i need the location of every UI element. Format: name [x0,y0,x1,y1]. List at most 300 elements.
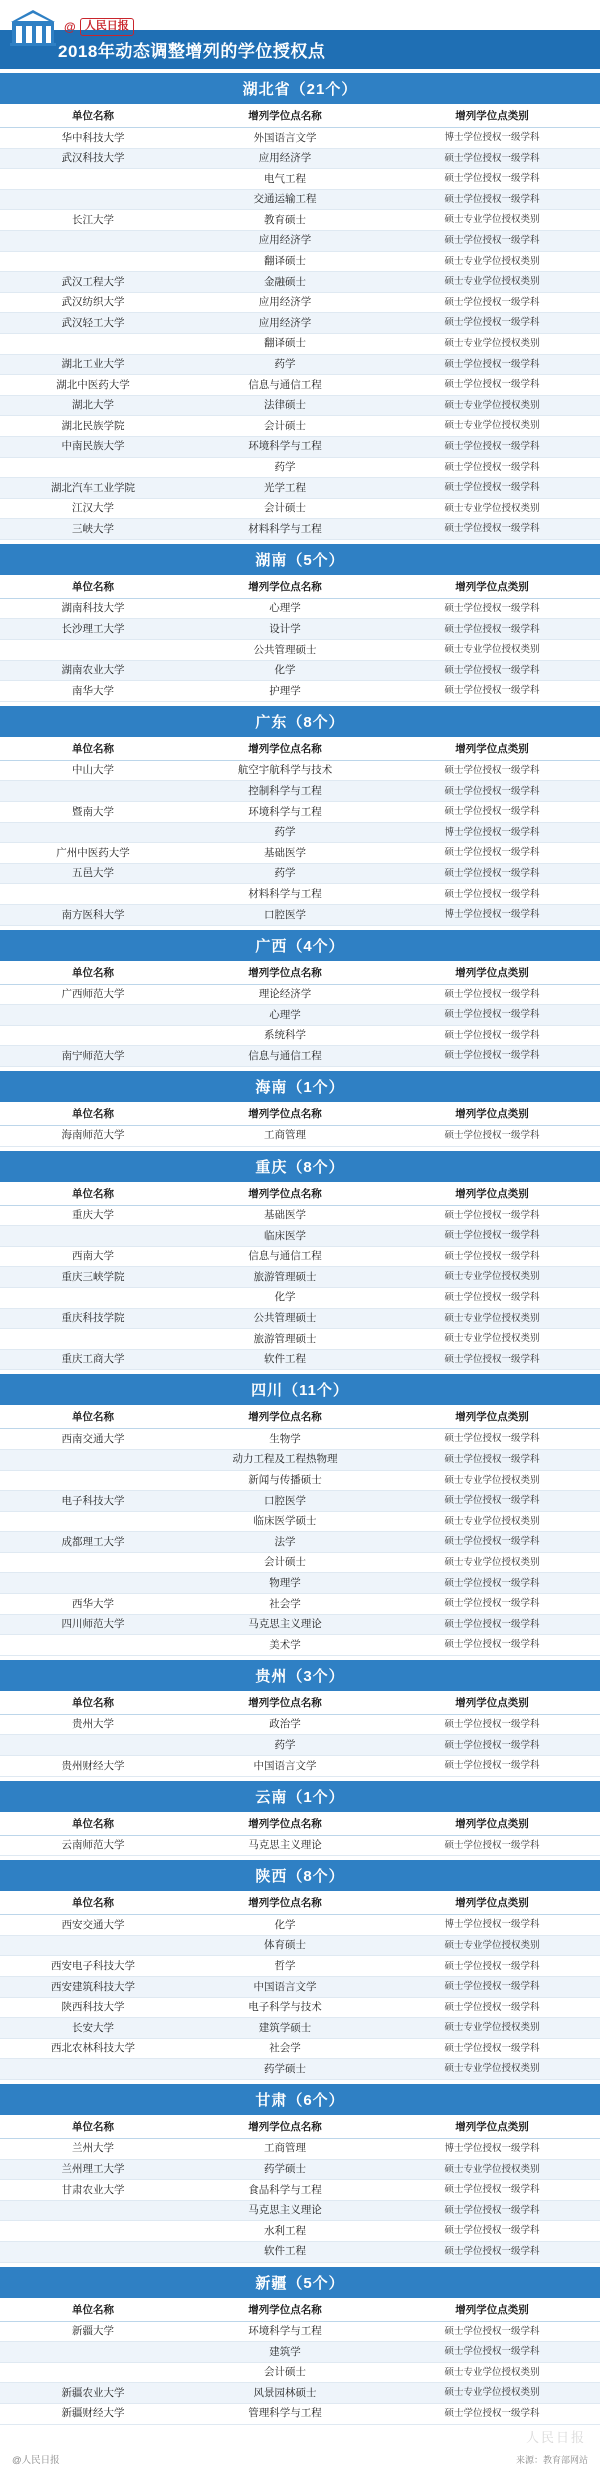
cell-type: 硕士学位授权一级学科 [384,2342,600,2363]
cell-unit: 成都理工大学 [0,1532,186,1553]
column-header-type: 增列学位点类别 [384,1812,600,1836]
table-row [0,2138,600,2159]
cell-unit [0,822,186,843]
column-header-name: 增列学位点名称 [186,104,384,128]
cell-name: 建筑学硕士 [186,2018,384,2039]
cell-name: 应用经济学 [186,292,384,313]
cell-type: 硕士学位授权一级学科 [384,984,600,1005]
table-row [0,457,600,478]
province-header: 四川（11个） [0,1374,600,1405]
cell-type: 硕士学位授权一级学科 [384,1573,600,1594]
table-row [0,2403,600,2424]
cell-unit [0,1287,186,1308]
cell-unit: 陕西科技大学 [0,1997,186,2018]
cell-unit: 湖北民族学院 [0,416,186,437]
cell-name: 临床医学硕士 [186,1511,384,1532]
cell-name: 口腔医学 [186,1491,384,1512]
cell-unit [0,2200,186,2221]
cell-name: 设计学 [186,619,384,640]
cell-name: 药学 [186,354,384,375]
cell-unit [0,1025,186,1046]
cell-type: 硕士学位授权一级学科 [384,760,600,781]
column-header-name: 增列学位点名称 [186,1102,384,1126]
column-header-name: 增列学位点名称 [186,2298,384,2322]
cell-unit: 贵州大学 [0,1714,186,1735]
table-row [0,1491,600,1512]
cell-name: 会计硕士 [186,2362,384,2383]
table-row [0,760,600,781]
cell-unit: 西安电子科技大学 [0,1956,186,1977]
cell-unit [0,781,186,802]
cell-type: 硕士专业学位授权类别 [384,333,600,354]
cell-unit [0,251,186,272]
table-row [0,313,600,334]
cell-unit: 重庆工商大学 [0,1349,186,1370]
cell-type: 硕士专业学位授权类别 [384,1470,600,1491]
cell-unit: 西南交通大学 [0,1429,186,1450]
cell-type: 硕士学位授权一级学科 [384,189,600,210]
cell-name: 药学硕士 [186,2059,384,2080]
cell-name: 信息与通信工程 [186,375,384,396]
cell-type: 硕士学位授权一级学科 [384,148,600,169]
cell-unit: 武汉轻工大学 [0,313,186,334]
cell-unit: 长沙理工大学 [0,619,186,640]
province-header: 甘肃（6个） [0,2084,600,2115]
table-row [0,1935,600,1956]
table-row [0,2159,600,2180]
cell-type: 硕士学位授权一级学科 [384,2038,600,2059]
cell-name: 水利工程 [186,2221,384,2242]
cell-type: 硕士学位授权一级学科 [384,1956,600,1977]
cell-type: 硕士学位授权一级学科 [384,2321,600,2342]
column-header-name: 增列学位点名称 [186,575,384,599]
cell-unit [0,1470,186,1491]
cell-type: 硕士学位授权一级学科 [384,1205,600,1226]
cell-type: 硕士学位授权一级学科 [384,1005,600,1026]
table-row [0,478,600,499]
cell-unit [0,457,186,478]
cell-unit [0,884,186,905]
cell-name: 会计硕士 [186,1552,384,1573]
cell-name: 法律硕士 [186,395,384,416]
table-row [0,1594,600,1615]
cell-type: 硕士专业学位授权类别 [384,416,600,437]
cell-unit: 广西师范大学 [0,984,186,1005]
table-row [0,436,600,457]
cell-type: 硕士专业学位授权类别 [384,1511,600,1532]
cell-unit: 暨南大学 [0,802,186,823]
cell-unit: 新疆农业大学 [0,2383,186,2404]
cell-type: 硕士学位授权一级学科 [384,2403,600,2424]
cell-type: 硕士学位授权一级学科 [384,2200,600,2221]
cell-type: 硕士专业学位授权类别 [384,210,600,231]
cell-name: 理论经济学 [186,984,384,1005]
cell-name: 心理学 [186,1005,384,1026]
province-header: 贵州（3个） [0,1660,600,1691]
cell-type: 硕士学位授权一级学科 [384,1532,600,1553]
cell-name: 外国语言文学 [186,128,384,149]
cell-name: 交通运输工程 [186,189,384,210]
cell-name: 公共管理硕士 [186,1308,384,1329]
cell-name: 工商管理 [186,2138,384,2159]
cell-type: 硕士学位授权一级学科 [384,375,600,396]
table-row [0,2342,600,2363]
cell-type: 硕士学位授权一级学科 [384,1429,600,1450]
table-row [0,128,600,149]
cell-unit: 西安建筑科技大学 [0,1977,186,1998]
table-row [0,1125,600,1146]
cell-unit [0,189,186,210]
province-header: 新疆（5个） [0,2267,600,2298]
cell-unit: 武汉工程大学 [0,272,186,293]
province-header: 海南（1个） [0,1071,600,1102]
cell-unit [0,1511,186,1532]
cell-unit: 广州中医药大学 [0,843,186,864]
table-row [0,230,600,251]
table-row [0,2321,600,2342]
province-header: 广西（4个） [0,930,600,961]
cell-unit [0,2362,186,2383]
column-header-type: 增列学位点类别 [384,1405,600,1429]
cell-unit: 贵州财经大学 [0,1756,186,1777]
table-row [0,1532,600,1553]
cell-unit: 中山大学 [0,760,186,781]
table-row [0,660,600,681]
cell-unit: 长江大学 [0,210,186,231]
cell-type: 硕士学位授权一级学科 [384,781,600,802]
cell-name: 建筑学 [186,2342,384,2363]
cell-type: 硕士学位授权一级学科 [384,169,600,190]
brand [64,18,134,36]
cell-name: 应用经济学 [186,313,384,334]
cell-unit: 海南师范大学 [0,1125,186,1146]
cell-unit: 华中科技大学 [0,128,186,149]
column-header-unit: 单位名称 [0,2298,186,2322]
table-row [0,984,600,1005]
cell-unit: 新疆大学 [0,2321,186,2342]
cell-name: 信息与通信工程 [186,1246,384,1267]
cell-name: 航空宇航科学与技术 [186,760,384,781]
cell-unit [0,1329,186,1350]
column-header-type: 增列学位点类别 [384,1891,600,1915]
cell-unit: 湖北工业大学 [0,354,186,375]
cell-name: 马克思主义理论 [186,1835,384,1856]
cell-unit: 湖北汽车工业学院 [0,478,186,499]
table-row [0,1470,600,1491]
cell-unit: 四川师范大学 [0,1614,186,1635]
cell-unit [0,1005,186,1026]
column-header-unit: 单位名称 [0,1691,186,1715]
cell-type: 硕士学位授权一级学科 [384,292,600,313]
cell-type: 硕士专业学位授权类别 [384,1329,600,1350]
column-header-type: 增列学位点类别 [384,1182,600,1206]
column-header-unit: 单位名称 [0,737,186,761]
cell-name: 材料科学与工程 [186,884,384,905]
cell-type: 硕士专业学位授权类别 [384,272,600,293]
cell-unit [0,2342,186,2363]
column-header-name: 增列学位点名称 [186,2115,384,2139]
column-header-unit: 单位名称 [0,1102,186,1126]
table-row [0,1573,600,1594]
cell-name: 应用经济学 [186,148,384,169]
column-header-name: 增列学位点名称 [186,1182,384,1206]
table-row [0,1329,600,1350]
cell-type: 硕士学位授权一级学科 [384,354,600,375]
table-row [0,1552,600,1573]
people-daily-logo-icon [10,8,56,46]
brand-at: @ [64,20,76,34]
table-row [0,1025,600,1046]
column-header-name: 增列学位点名称 [186,1812,384,1836]
table-row [0,598,600,619]
table-row [0,1956,600,1977]
table-row [0,619,600,640]
cell-unit: 湖北中医药大学 [0,375,186,396]
cell-unit: 武汉纺织大学 [0,292,186,313]
cell-type: 硕士专业学位授权类别 [384,640,600,661]
cell-type: 硕士专业学位授权类别 [384,1308,600,1329]
cell-unit: 湖北大学 [0,395,186,416]
cell-unit [0,1552,186,1573]
province-table [0,737,600,926]
cell-name: 信息与通信工程 [186,1046,384,1067]
cell-type: 硕士学位授权一级学科 [384,1714,600,1735]
cell-unit [0,2241,186,2262]
table-row [0,1226,600,1247]
cell-name: 食品科学与工程 [186,2180,384,2201]
cell-name: 系统科学 [186,1025,384,1046]
cell-unit: 西南大学 [0,1246,186,1267]
province-table [0,1182,600,1371]
table-row [0,1915,600,1936]
cell-type: 硕士学位授权一级学科 [384,843,600,864]
column-header-type: 增列学位点类别 [384,104,600,128]
table-row [0,1635,600,1656]
cell-type: 硕士学位授权一级学科 [384,230,600,251]
cell-name: 马克思主义理论 [186,1614,384,1635]
cell-name: 药学 [186,457,384,478]
cell-name: 风景园林硕士 [186,2383,384,2404]
table-row [0,210,600,231]
table-row [0,1997,600,2018]
cell-type: 硕士学位授权一级学科 [384,1614,600,1635]
cell-name: 旅游管理硕士 [186,1329,384,1350]
cell-unit: 西华大学 [0,1594,186,1615]
cell-name: 公共管理硕士 [186,640,384,661]
cell-unit: 西安交通大学 [0,1915,186,1936]
cell-unit: 西北农林科技大学 [0,2038,186,2059]
province-table [0,1405,600,1656]
cell-unit [0,1935,186,1956]
table-row [0,251,600,272]
cell-name: 动力工程及工程热物理 [186,1449,384,1470]
cell-type: 硕士专业学位授权类别 [384,2018,600,2039]
cell-unit [0,2221,186,2242]
table-row [0,1205,600,1226]
cell-type: 硕士学位授权一级学科 [384,2221,600,2242]
table-row [0,395,600,416]
cell-name: 美术学 [186,1635,384,1656]
cell-name: 马克思主义理论 [186,2200,384,2221]
table-row [0,1308,600,1329]
column-header-name: 增列学位点名称 [186,1691,384,1715]
table-row [0,498,600,519]
table-row [0,1046,600,1067]
column-header-unit: 单位名称 [0,1182,186,1206]
column-header-name: 增列学位点名称 [186,1891,384,1915]
cell-name: 药学硕士 [186,2159,384,2180]
watermark: 人民日报 [525,2429,586,2445]
cell-type: 硕士学位授权一级学科 [384,1349,600,1370]
cell-type: 博士学位授权一级学科 [384,1915,600,1936]
cell-unit: 三峡大学 [0,519,186,540]
cell-name: 物理学 [186,1573,384,1594]
cell-unit: 重庆大学 [0,1205,186,1226]
column-header-name: 增列学位点名称 [186,737,384,761]
table-row [0,1511,600,1532]
cell-unit: 江汉大学 [0,498,186,519]
table-row [0,354,600,375]
cell-unit: 新疆财经大学 [0,2403,186,2424]
cell-type: 硕士学位授权一级学科 [384,436,600,457]
cell-type: 硕士学位授权一级学科 [384,619,600,640]
cell-type: 硕士学位授权一级学科 [384,1226,600,1247]
footer [0,2446,600,2474]
column-header-name: 增列学位点名称 [186,1405,384,1429]
cell-type: 硕士学位授权一级学科 [384,478,600,499]
table-row [0,681,600,702]
cell-type: 硕士学位授权一级学科 [384,863,600,884]
table-row [0,1756,600,1777]
cell-name: 控制科学与工程 [186,781,384,802]
cell-name: 翻译硕士 [186,251,384,272]
cell-type: 硕士学位授权一级学科 [384,1977,600,1998]
cell-type: 硕士学位授权一级学科 [384,660,600,681]
cell-name: 基础医学 [186,843,384,864]
column-header-unit: 单位名称 [0,961,186,985]
column-header-type: 增列学位点类别 [384,1102,600,1126]
cell-name: 会计硕士 [186,416,384,437]
table-row [0,2018,600,2039]
table-row [0,1977,600,1998]
column-header-type: 增列学位点类别 [384,961,600,985]
province-table [0,1812,600,1857]
province-table [0,1891,600,2080]
cell-type: 博士学位授权一级学科 [384,2138,600,2159]
cell-type: 硕士学位授权一级学科 [384,598,600,619]
cell-name: 电子科学与技术 [186,1997,384,2018]
table-row [0,416,600,437]
cell-type: 硕士专业学位授权类别 [384,498,600,519]
column-header-unit: 单位名称 [0,104,186,128]
column-header-type: 增列学位点类别 [384,737,600,761]
province-table [0,104,600,540]
table-row [0,1005,600,1026]
cell-unit: 兰州理工大学 [0,2159,186,2180]
column-header-unit: 单位名称 [0,1891,186,1915]
table-row [0,843,600,864]
brand-name-cn: 人民日报 [80,18,134,36]
cell-name: 社会学 [186,1594,384,1615]
table-row [0,863,600,884]
province-header: 云南（1个） [0,1781,600,1812]
cell-name: 管理科学与工程 [186,2403,384,2424]
table-row [0,1614,600,1635]
column-header-type: 增列学位点类别 [384,2115,600,2139]
weibo-handle: @人民日报 [12,2454,60,2466]
cell-unit: 中南民族大学 [0,436,186,457]
table-row [0,1349,600,1370]
source-label: 来源：教育部网站 [515,2454,588,2465]
cell-type: 硕士学位授权一级学科 [384,1125,600,1146]
cell-name: 法学 [186,1532,384,1553]
page-title: 2018年动态调整增列的学位授权点 [0,30,600,69]
province-header: 重庆（8个） [0,1151,600,1182]
cell-type: 硕士专业学位授权类别 [384,2159,600,2180]
table-row [0,2180,600,2201]
table-row [0,375,600,396]
table-row [0,148,600,169]
cell-name: 软件工程 [186,2241,384,2262]
cell-unit [0,1635,186,1656]
cell-name: 环境科学与工程 [186,802,384,823]
cell-type: 博士学位授权一级学科 [384,822,600,843]
cell-name: 材料科学与工程 [186,519,384,540]
column-header-unit: 单位名称 [0,1812,186,1836]
cell-name: 基础医学 [186,1205,384,1226]
table-row [0,905,600,926]
cell-unit [0,230,186,251]
cell-name: 环境科学与工程 [186,2321,384,2342]
cell-type: 硕士学位授权一级学科 [384,2180,600,2201]
cell-name: 护理学 [186,681,384,702]
cell-type: 硕士学位授权一级学科 [384,1287,600,1308]
cell-unit: 云南师范大学 [0,1835,186,1856]
cell-name: 化学 [186,1915,384,1936]
cell-type: 硕士专业学位授权类别 [384,251,600,272]
cell-unit [0,333,186,354]
cell-type: 硕士学位授权一级学科 [384,681,600,702]
table-row [0,1735,600,1756]
cell-type: 硕士学位授权一级学科 [384,1997,600,2018]
cell-unit: 五邑大学 [0,863,186,884]
table-row [0,1267,600,1288]
cell-unit: 南宁师范大学 [0,1046,186,1067]
province-table [0,2115,600,2263]
cell-type: 硕士学位授权一级学科 [384,1835,600,1856]
province-header: 湖南（5个） [0,544,600,575]
cell-unit: 南方医科大学 [0,905,186,926]
cell-type: 硕士学位授权一级学科 [384,884,600,905]
province-header: 湖北省（21个） [0,73,600,104]
table-row [0,2362,600,2383]
header [0,0,600,69]
cell-name: 光学工程 [186,478,384,499]
cell-name: 社会学 [186,2038,384,2059]
cell-unit: 湖南科技大学 [0,598,186,619]
table-row [0,2241,600,2262]
cell-type: 硕士学位授权一级学科 [384,1046,600,1067]
province-table [0,961,600,1067]
cell-unit [0,1735,186,1756]
cell-type: 硕士学位授权一级学科 [384,313,600,334]
table-row [0,2038,600,2059]
cell-type: 博士学位授权一级学科 [384,905,600,926]
cell-type: 硕士专业学位授权类别 [384,1552,600,1573]
cell-name: 金融硕士 [186,272,384,293]
cell-name: 中国语言文学 [186,1756,384,1777]
table-row [0,169,600,190]
